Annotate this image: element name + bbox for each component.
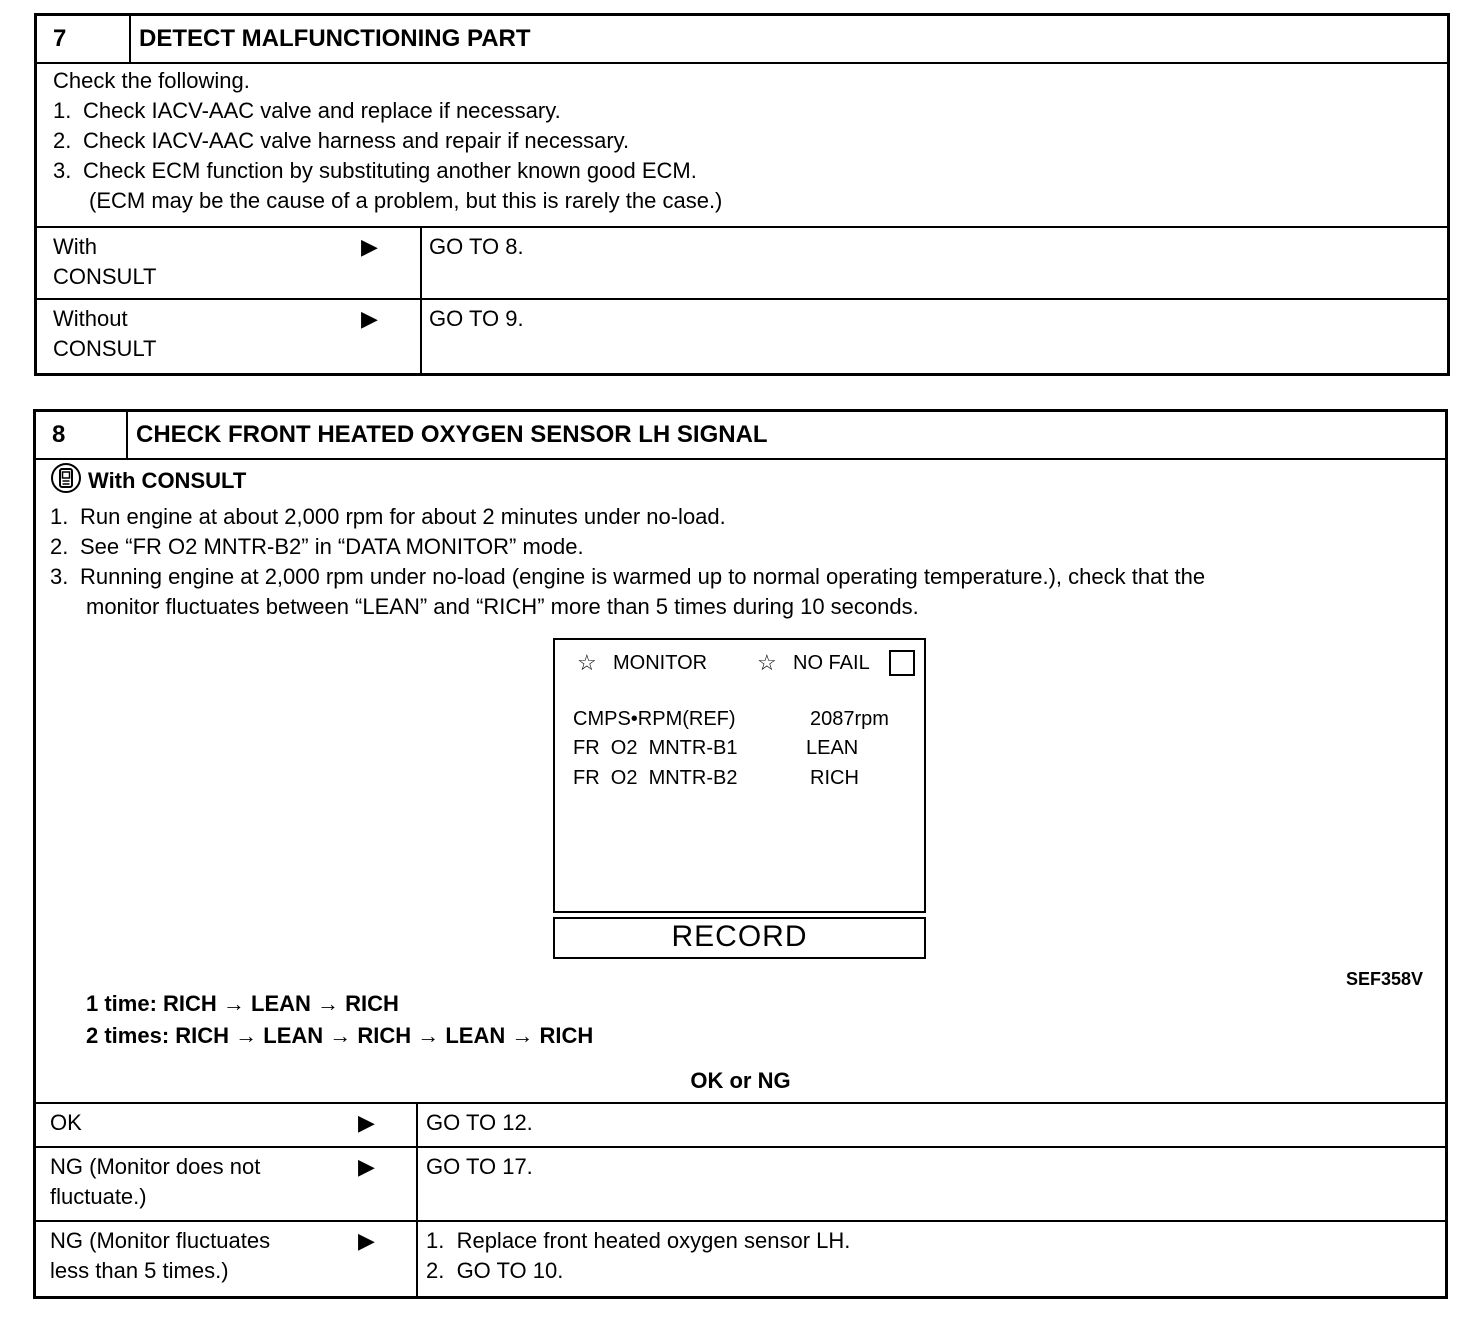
monitor-item-value: RICH bbox=[810, 767, 859, 789]
list-item: 2. Check IACV-AAC valve harness and repair if necessary. bbox=[53, 128, 630, 153]
monitor-item-value: 2087rpm bbox=[810, 708, 889, 730]
list-item: 3. Running engine at 2,000 rpm under no-load (engine is warmed up to normal operating temperature.), check that the bbox=[50, 564, 1206, 589]
step-8-box bbox=[33, 409, 1448, 1299]
monitor-row bbox=[573, 708, 913, 731]
result-row bbox=[36, 1220, 1445, 1298]
step-7-header bbox=[37, 16, 1447, 64]
condition-label: OK bbox=[50, 1110, 82, 1135]
monitor-item-value: LEAN bbox=[806, 737, 859, 759]
consult-tester-icon bbox=[50, 462, 82, 502]
divider bbox=[416, 1222, 418, 1298]
divider bbox=[420, 300, 422, 375]
step-7-instructions bbox=[53, 66, 1433, 216]
step-number: 7 bbox=[37, 16, 131, 62]
arrow-icon: ▶ bbox=[361, 306, 378, 331]
list-item: 2. See “FR O2 MNTR-B2” in “DATA MONITOR” mode. bbox=[50, 534, 584, 559]
divider bbox=[416, 1148, 418, 1220]
list-item-continuation: monitor fluctuates between “LEAN” and “RICH” more than 5 times during 10 seconds. bbox=[86, 594, 919, 619]
arrow-icon: ▶ bbox=[358, 1228, 375, 1253]
result-text: GO TO 12. bbox=[426, 1110, 533, 1135]
step-title: DETECT MALFUNCTIONING PART bbox=[139, 25, 531, 52]
arrow-icon: ▶ bbox=[361, 234, 378, 259]
step-number: 8 bbox=[36, 412, 128, 458]
monitor-title-row bbox=[577, 650, 917, 680]
star-icon: ☆ bbox=[577, 650, 597, 675]
no-fail-checkbox bbox=[889, 650, 915, 676]
consult-heading: With CONSULT bbox=[50, 462, 1440, 502]
condition-label: With CONSULT bbox=[53, 234, 157, 289]
fluctuation-examples bbox=[86, 989, 593, 1051]
result-text: GO TO 9. bbox=[429, 306, 524, 331]
step-7-box bbox=[34, 13, 1450, 376]
result-row bbox=[37, 298, 1447, 375]
arrow-icon: ▶ bbox=[358, 1110, 375, 1135]
step-8-instructions bbox=[50, 462, 1440, 622]
step-title: CHECK FRONT HEATED OXYGEN SENSOR LH SIGNAL bbox=[136, 421, 768, 448]
condition-label: NG (Monitor fluctuates less than 5 times.) bbox=[50, 1228, 271, 1283]
monitor-title: MONITOR bbox=[613, 652, 708, 674]
result-row bbox=[36, 1102, 1445, 1146]
no-fail-label: NO FAIL bbox=[793, 652, 870, 674]
result-row bbox=[37, 226, 1447, 298]
step-8-header bbox=[36, 412, 1445, 460]
judgement-label: OK or NG bbox=[690, 1068, 791, 1093]
example-1: 1 time: RICH → LEAN → RICH bbox=[86, 991, 399, 1016]
figure-id: SEF358V bbox=[1346, 969, 1424, 989]
monitor-row bbox=[573, 737, 913, 760]
example-2: 2 times: RICH → LEAN → RICH → LEAN → RICH bbox=[86, 1023, 594, 1048]
monitor-item-label: FR O2 MNTR-B2 bbox=[573, 767, 738, 789]
result-row bbox=[36, 1146, 1445, 1220]
consult-monitor-screen bbox=[553, 638, 926, 913]
record-button: RECORD bbox=[553, 917, 926, 959]
divider bbox=[416, 1104, 418, 1146]
condition-label: Without CONSULT bbox=[53, 306, 157, 361]
list-item: 3. Check ECM function by substituting another known good ECM. bbox=[53, 158, 697, 183]
monitor-item-label: FR O2 MNTR-B1 bbox=[573, 737, 738, 759]
monitor-row bbox=[573, 767, 913, 790]
condition-label: NG (Monitor does not fluctuate.) bbox=[50, 1154, 261, 1209]
result-text: GO TO 17. bbox=[426, 1154, 533, 1179]
list-item: 1. Check IACV-AAC valve and replace if necessary. bbox=[53, 98, 561, 123]
arrow-icon: ▶ bbox=[358, 1154, 375, 1179]
note-text: (ECM may be the cause of a problem, but this is rarely the case.) bbox=[89, 188, 723, 213]
intro-text: Check the following. bbox=[53, 68, 250, 93]
divider bbox=[420, 228, 422, 298]
list-item: 1. Run engine at about 2,000 rpm for about 2 minutes under no-load. bbox=[50, 504, 726, 529]
monitor-item-label: CMPS•RPM(REF) bbox=[573, 708, 736, 730]
result-text: 1. Replace front heated oxygen sensor LH. 2. GO TO 10. bbox=[426, 1228, 851, 1283]
result-text: GO TO 8. bbox=[429, 234, 524, 259]
star-icon: ☆ bbox=[757, 650, 777, 675]
